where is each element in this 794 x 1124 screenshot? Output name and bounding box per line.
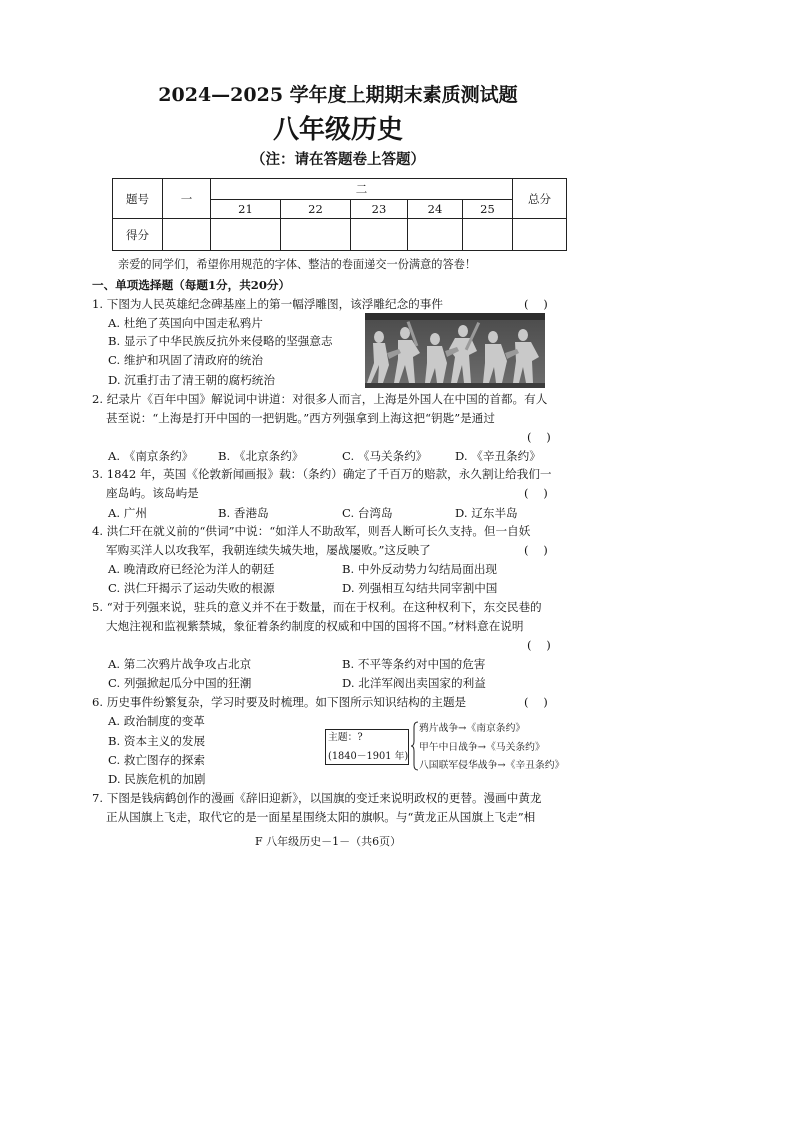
question-3-option-d: D. 辽东半岛 — [455, 506, 518, 520]
diagram-item-3: 八国联军侵华战争→《辛丑条约》 — [419, 760, 565, 771]
section-one-heading: 一、单项选择题（每题1分，共20分） — [92, 278, 291, 292]
exam-note: （注：请在答题卷上答题） — [251, 151, 425, 168]
question-4-option-a: A. 晚清政府已经沦为洋人的朝廷 — [108, 562, 275, 576]
diagram-item-1: 鸦片战争→《南京条约》 — [419, 723, 526, 734]
question-6-option-d: D. 民族危机的加剧 — [108, 772, 206, 786]
question-3-option-b: B. 香港岛 — [218, 506, 269, 520]
part-two-item-23: 23 — [351, 200, 408, 219]
score-cell-22 — [281, 219, 351, 251]
question-5-answer-bracket: ( ) — [527, 638, 551, 652]
part-two-item-24: 24 — [408, 200, 463, 219]
question-4-option-c: C. 洪仁玕揭示了运动失败的根源 — [108, 581, 275, 595]
score-cell-total — [513, 219, 567, 251]
question-1-stem: 1. 下图为人民英雄纪念碑基座上的第一幅浮雕图，该浮雕纪念的事件 — [92, 297, 443, 311]
exam-title: 2024—2025 学年度上期期末素质测试题 — [158, 84, 518, 106]
question-6-answer-bracket: ( ) — [524, 695, 548, 709]
diagram-topic: 主题：? — [328, 732, 363, 743]
score-cell-25 — [463, 219, 513, 251]
question-2-option-d: D. 《辛丑条约》 — [455, 449, 541, 463]
part-two-item-21: 21 — [211, 200, 281, 219]
question-3-answer-bracket: ( ) — [524, 486, 548, 500]
question-4-option-d: D. 列强相互勾结共同宰割中国 — [342, 581, 498, 595]
question-5-option-c: C. 列强掀起瓜分中国的狂潮 — [108, 676, 252, 690]
question-6-option-b: B. 资本主义的发展 — [108, 734, 206, 748]
question-2-stem-line-2: 甚至说：“上海是打开中国的一把钥匙。”西方列强拿到上海这把“钥匙”是通过 — [106, 411, 495, 425]
question-2-option-c: C. 《马关条约》 — [342, 449, 428, 463]
question-2-stem-line-1: 2. 纪录片《百年中国》解说词中讲道：对很多人而言，上海是外国人在中国的首都。有人 — [92, 392, 548, 406]
question-1-option-c: C. 维护和巩固了清政府的统治 — [108, 353, 263, 367]
score-row-label: 得分 — [113, 219, 163, 251]
page-footer: F 八年级历史－1－（共6页） — [255, 835, 402, 848]
exam-subject: 八年级历史 — [272, 115, 403, 145]
question-7-stem-line-2: 正从国旗上飞走，取代它的是一面星星围绕太阳的旗帜。与“黄龙正从国旗上飞走”相 — [106, 810, 536, 824]
question-2-answer-bracket: ( ) — [527, 430, 551, 444]
part-two-item-22: 22 — [281, 200, 351, 219]
question-2-option-b: B. 《北京条约》 — [218, 449, 304, 463]
question-6-stem: 6. 历史事件纷繁复杂，学习时要及时梳理。如下图所示知识结构的主题是 — [92, 695, 467, 709]
question-1-option-b: B. 显示了中华民族反抗外来侵略的坚强意志 — [108, 334, 333, 348]
question-1-answer-bracket: ( ) — [524, 297, 548, 311]
question-5-option-d: D. 北洋军阀出卖国家的利益 — [342, 676, 486, 690]
question-5-stem-line-2: 大炮注视和监视紫禁城，象征着条约制度的权威和中国的国将不国。”材料意在说明 — [106, 619, 524, 633]
question-4-option-b: B. 中外反动势力勾结局面出现 — [342, 562, 498, 576]
question-no-label: 题号 — [113, 179, 163, 219]
question-4-stem-line-1: 4. 洪仁玕在就义前的“供词”中说：“如洋人不助敌军，则吾人断可长久支持。但一自妖 — [92, 524, 531, 538]
part-two-item-25: 25 — [463, 200, 513, 219]
score-table — [112, 178, 567, 251]
question-2-option-a: A. 《南京条约》 — [108, 449, 194, 463]
question-5-option-b: B. 不平等条约对中国的危害 — [342, 657, 486, 671]
question-7-stem-line-1: 7. 下图是钱病鹤创作的漫画《辞旧迎新》，以国旗的变迁来说明政权的更替。漫画中黄龙 — [92, 791, 542, 805]
question-3-stem-line-2: 座岛屿。该岛屿是 — [106, 486, 199, 500]
part-one-header: 一 — [163, 179, 211, 219]
diagram-item-2: 甲午中日战争→《马关条约》 — [419, 742, 545, 753]
question-5-option-a: A. 第二次鸦片战争攻占北京 — [108, 657, 252, 671]
greeting-text: 亲爱的同学们，希望你用规范的字体、整洁的卷面递交一份满意的答卷！ — [118, 258, 477, 271]
question-1-option-d: D. 沉重打击了清王朝的腐朽统治 — [108, 373, 275, 387]
relief-sculpture-image — [365, 313, 545, 388]
question-3-option-a: A. 广州 — [108, 506, 147, 520]
score-cell-part-one — [163, 219, 211, 251]
question-6-option-a: A. 政治制度的变革 — [108, 714, 205, 728]
diagram-period: (1840－1901 年) — [328, 751, 409, 762]
score-cell-21 — [211, 219, 281, 251]
question-5-stem-line-1: 5. “对于列强来说，驻兵的意义并不在于数量，而在于权利。在这种权利下，东交民巷的 — [92, 600, 542, 614]
diagram-brace — [410, 721, 419, 771]
question-1-option-a: A. 杜绝了英国向中国走私鸦片 — [108, 316, 263, 330]
question-3-stem-line-1: 3. 1842 年，英国《伦敦新闻画报》载：（条约）确定了千百万的赔款，永久割让给我们一 — [92, 467, 552, 481]
question-4-answer-bracket: ( ) — [524, 543, 548, 557]
score-cell-23 — [351, 219, 408, 251]
score-cell-24 — [408, 219, 463, 251]
question-6-option-c: C. 救亡图存的探索 — [108, 753, 205, 767]
question-3-option-c: C. 台湾岛 — [342, 506, 393, 520]
part-two-header: 二 — [211, 179, 513, 200]
question-4-stem-line-2: 军购买洋人以攻我军，我朝连续失城失地，屡战屡败。”这反映了 — [106, 543, 431, 557]
knowledge-diagram-topic-box — [325, 729, 409, 765]
total-score-label: 总分 — [513, 179, 567, 219]
